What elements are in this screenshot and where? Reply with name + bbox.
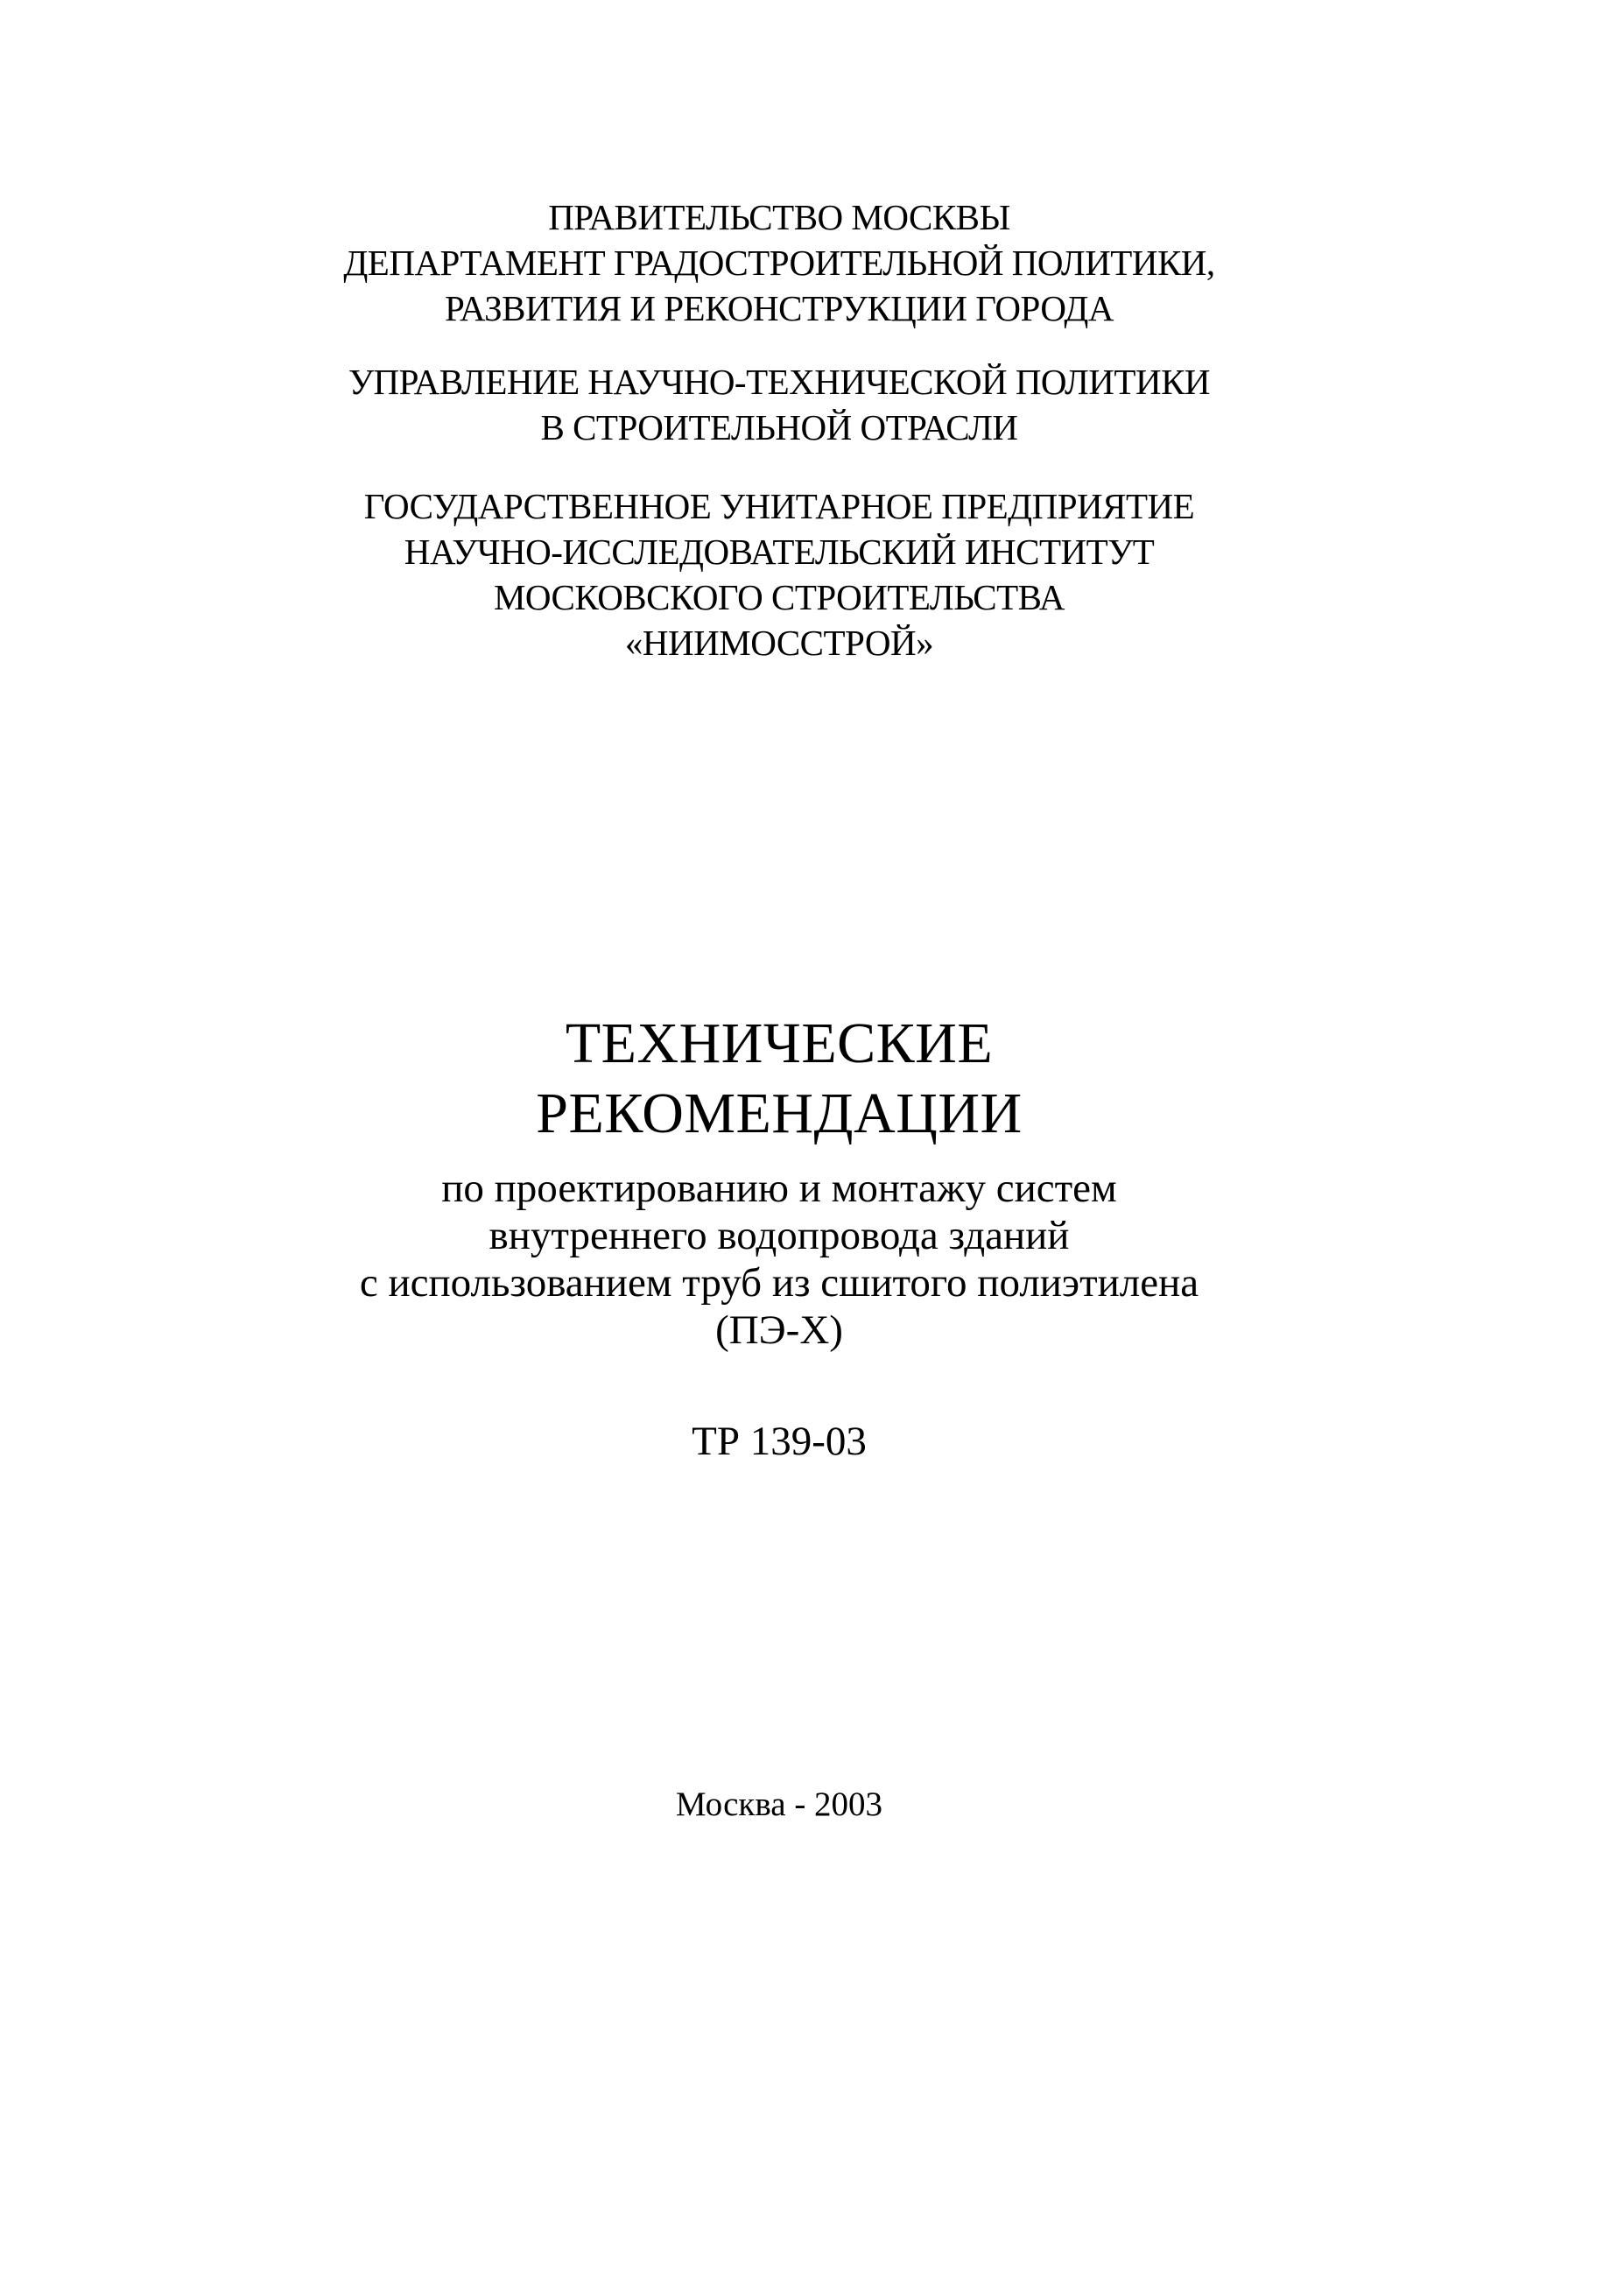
- organization-line: ПРАВИТЕЛЬСТВО МОСКВЫ: [548, 197, 1010, 237]
- organization-line: РАЗВИТИЯ И РЕКОНСТРУКЦИИ ГОРОДА: [444, 288, 1114, 328]
- organization-block-directorate: [315, 359, 1243, 450]
- organization-line: УПРАВЛЕНИЕ НАУЧНО-ТЕХНИЧЕСКОЙ ПОЛИТИКИ: [348, 362, 1211, 402]
- organization-line: В СТРОИТЕЛЬНОЙ ОТРАСЛИ: [540, 407, 1018, 447]
- document-code: ТР 139-03: [692, 1419, 867, 1464]
- imprint-place-year: Москва - 2003: [675, 1785, 883, 1823]
- organization-line: МОСКОВСКОГО СТРОИТЕЛЬСТВА: [493, 577, 1065, 617]
- organization-line: ГОСУДАРСТВЕННОЕ УНИТАРНОЕ ПРЕДПРИЯТИЕ: [363, 486, 1195, 526]
- document-subtitle: [315, 1165, 1243, 1354]
- subtitle-line: внутреннего водопровода зданий: [489, 1213, 1070, 1258]
- organization-line: «НИИМОССТРОЙ»: [624, 623, 934, 663]
- subtitle-line: по проектированию и монтажу систем: [441, 1166, 1117, 1211]
- subtitle-line: (ПЭ-Х): [715, 1307, 843, 1353]
- document-title: ТЕХНИЧЕСКИЕ РЕКОМЕНДАЦИИ: [536, 1011, 1023, 1145]
- subtitle-line: с использованием труб из сшитого полиэтилена: [359, 1260, 1199, 1306]
- organization-line: НАУЧНО-ИССЛЕДОВАТЕЛЬСКИЙ ИНСТИТУТ: [404, 532, 1155, 572]
- organization-block-institute: [315, 483, 1243, 666]
- organization-block-government: [315, 194, 1243, 331]
- organization-line: ДЕПАРТАМЕНТ ГРАДОСТРОИТЕЛЬНОЙ ПОЛИТИКИ,: [343, 243, 1215, 283]
